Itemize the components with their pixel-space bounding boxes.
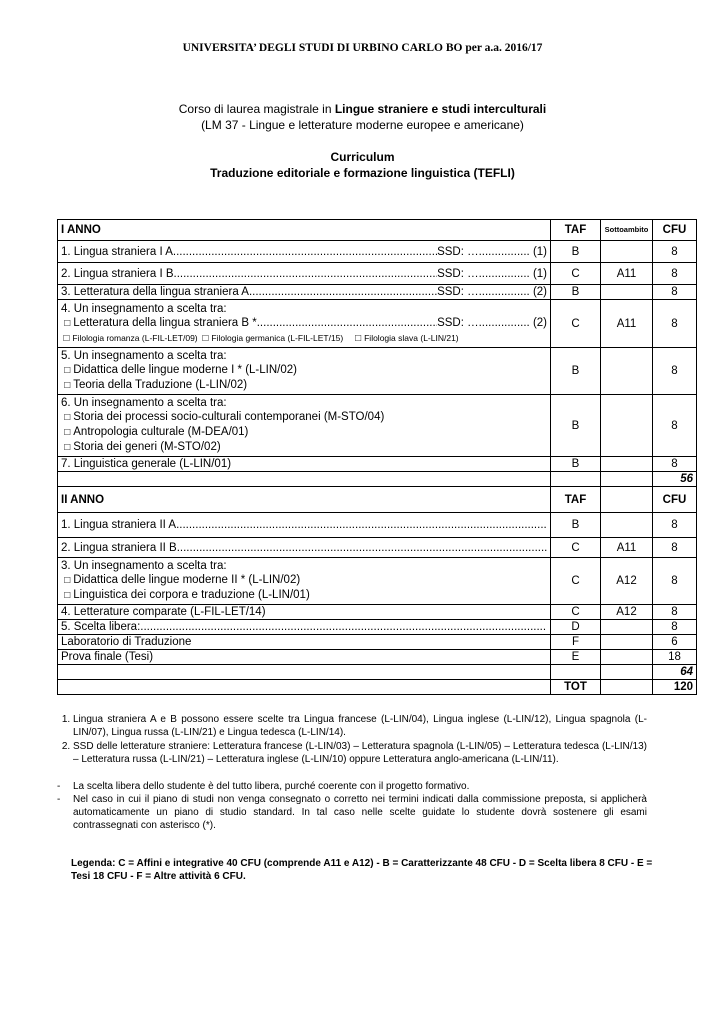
year1-total-row <box>58 472 697 487</box>
table-row <box>58 558 697 605</box>
checkbox-icon: □ <box>64 317 71 329</box>
curriculum-heading <box>0 149 725 181</box>
year1-header-row <box>58 220 697 241</box>
ssd-field: SSD: …................ <box>437 245 530 258</box>
option-label: Antropologia culturale (M-DEA/01) <box>73 426 249 438</box>
table-row <box>58 650 697 665</box>
remark-1: - La scelta libera dello studente è del tutto libera, purché coerente con il progetto formativo. <box>73 780 647 793</box>
taf-header: TAF <box>551 220 601 241</box>
choice-intro: 3. Un insegnamento a scelta tra: <box>61 560 227 572</box>
year2-heading: II ANNO <box>58 487 551 513</box>
option-label: Didattica delle lingue moderne II * (L-LIN/02) <box>73 574 301 586</box>
option-label: Teoria della Traduzione (L-LIN/02) <box>73 379 248 391</box>
cfu-cell: 8 <box>653 285 697 300</box>
course-label: Laboratorio di Traduzione <box>58 635 551 650</box>
course-class: (LM 37 - Lingue e letterature moderne europee e americane) <box>201 118 524 132</box>
cfu-cell: 8 <box>653 605 697 620</box>
year1-heading: I ANNO <box>58 220 551 241</box>
taf-cell: C <box>551 605 601 620</box>
choice-intro: 4. Un insegnamento a scelta tra: <box>61 302 227 315</box>
sotto-cell <box>601 620 653 635</box>
table-row <box>58 538 697 558</box>
checkbox-icon: □ <box>64 575 71 586</box>
checkbox-icon: □ <box>64 365 71 376</box>
curriculum-label: Curriculum <box>330 150 395 164</box>
table-row <box>58 395 697 457</box>
option-ssd: (L-FIL-LET/15) <box>287 332 344 343</box>
cfu-cell: 8 <box>653 241 697 263</box>
legend: Legenda: C = Affini e integrative 40 CFU (comprende A11 e A12) - B = Caratterizzante 48 CFU - D = Scelta libera 8 CFU - E = Tesi 18 CFU - F = Altre attività 6 CFU. <box>71 858 653 882</box>
footnote-2: 2. SSD delle letterature straniere: Letteratura francese (L-LIN/03) – Letteratura spagnola (L-LIN/05) – Letteratura tedesca (L-LIN/13) – Letteratura russa (L-LIN/21) – Letteratura inglese (L-LIN/10) oppure Letteratura anglo-americana (L-LIN/11). <box>73 740 647 766</box>
taf-cell: B <box>551 241 601 263</box>
taf-cell: C <box>551 558 601 605</box>
tot-value: 120 <box>653 680 697 695</box>
sotto-cell: A11 <box>601 263 653 285</box>
checkbox-icon: □ <box>64 427 71 438</box>
option-label: Storia dei processi socio-culturali contemporanei (M-STO/04) <box>73 411 385 423</box>
cfu-cell: 18 <box>653 650 697 665</box>
remark-2: - Nel caso in cui il piano di studi non venga consegnato o corretto nei termini indicati dalla commissione preposta, si applicherà automaticamente un piano di studio standard. In tal caso nelle scelte guidate lo studente dovrà sostenere gli esami contrassegnati con asterisco (*). <box>73 793 647 832</box>
sotto-cell <box>601 635 653 650</box>
year2-header-row <box>58 487 697 513</box>
table-row <box>58 285 697 300</box>
sottoambito-header: Sottoambito <box>601 220 653 241</box>
note-ref: (2) <box>532 286 547 298</box>
year2-total-row <box>58 665 697 680</box>
year1-total: 56 <box>653 472 697 487</box>
ssd-field: SSD: …................ <box>437 267 530 280</box>
taf-cell: E <box>551 650 601 665</box>
cfu-cell: 8 <box>653 395 697 457</box>
taf-cell: C <box>551 300 601 348</box>
checkbox-icon: □ <box>355 332 362 344</box>
note-ref: (1) <box>532 245 547 258</box>
taf-cell: B <box>551 395 601 457</box>
cfu-cell: 6 <box>653 635 697 650</box>
cfu-cell: 8 <box>653 538 697 558</box>
cfu-cell: 8 <box>653 558 697 605</box>
checkbox-icon: □ <box>64 590 71 601</box>
table-row <box>58 605 697 620</box>
table-row <box>58 620 697 635</box>
taf-cell: B <box>551 457 601 472</box>
sotto-cell <box>601 348 653 395</box>
option-ssd: (L-LIN/21) <box>420 332 459 343</box>
table-row <box>58 300 697 348</box>
tot-label: TOT <box>551 680 601 695</box>
course-label: 7. Linguistica generale (L-LIN/01) <box>58 457 551 472</box>
table-row <box>58 263 697 285</box>
choice-intro: 6. Un insegnamento a scelta tra: <box>61 397 227 409</box>
cfu-header: CFU <box>653 487 697 513</box>
table-row <box>58 348 697 395</box>
cfu-cell: 8 <box>653 300 697 348</box>
cfu-cell: 8 <box>653 263 697 285</box>
choice-intro: 5. Un insegnamento a scelta tra: <box>61 350 227 362</box>
sotto-cell: A12 <box>601 558 653 605</box>
course-label: 2. Lingua straniera I B <box>61 267 174 280</box>
sotto-cell <box>601 395 653 457</box>
taf-cell: B <box>551 513 601 538</box>
study-plan-table <box>57 219 697 695</box>
sotto-cell <box>601 650 653 665</box>
course-label: 2. Lingua straniera II B <box>61 541 177 554</box>
option-label: Letteratura della lingua straniera B * <box>73 316 257 329</box>
option-ssd: (L-FIL-LET/09) <box>141 332 198 343</box>
table-row <box>58 457 697 472</box>
taf-cell: B <box>551 285 601 300</box>
cfu-cell: 8 <box>653 620 697 635</box>
taf-cell: D <box>551 620 601 635</box>
table-row <box>58 635 697 650</box>
sotto-cell: A11 <box>601 300 653 348</box>
cfu-cell: 8 <box>653 457 697 472</box>
option-label: Storia dei generi (M-STO/02) <box>73 441 221 453</box>
option-label: Didattica delle lingue moderne I * (L-LIN/02) <box>73 364 297 376</box>
sotto-cell <box>601 513 653 538</box>
cfu-cell: 8 <box>653 348 697 395</box>
taf-header: TAF <box>551 487 601 513</box>
sotto-cell: A12 <box>601 605 653 620</box>
checkbox-icon: □ <box>64 442 71 453</box>
option-label: Filologia slava <box>364 332 418 343</box>
course-label: 5. Scelta libera: <box>61 621 141 633</box>
university-title: UNIVERSITA’ DEGLI STUDI DI URBINO CARLO BO per a.a. 2016/17 <box>182 42 543 54</box>
taf-cell: B <box>551 348 601 395</box>
curriculum-name: Traduzione editoriale e formazione linguistica (TEFLI) <box>210 166 515 180</box>
course-name: Lingue straniere e studi interculturali <box>334 102 547 116</box>
course-label: 1. Lingua straniera I A <box>61 245 173 258</box>
checkbox-icon: □ <box>63 332 70 344</box>
year2-total: 64 <box>653 665 697 680</box>
footnotes <box>57 713 647 832</box>
cfu-header: CFU <box>653 220 697 241</box>
course-label: Prova finale (Tesi) <box>58 650 551 665</box>
table-row <box>58 513 697 538</box>
footnote-1: 1. Lingua straniera A e B possono essere scelte tra Lingua francese (L-LIN/04), Lingua inglese (L-LIN/12), Lingua spagnola (L-LIN/07), Lingua russa (L-LIN/21) e Lingua tedesca (L-LIN/14). <box>73 713 647 739</box>
grand-total-row <box>58 680 697 695</box>
sotto-cell <box>601 241 653 263</box>
course-heading <box>0 101 725 133</box>
table-row <box>58 241 697 263</box>
checkbox-icon: □ <box>64 412 71 423</box>
option-label: Filologia germanica <box>211 332 286 343</box>
option-label: Linguistica dei corpora e traduzione (L-LIN/01) <box>73 589 310 601</box>
course-label: 1. Lingua straniera II A <box>61 519 177 531</box>
course-label: 4. Letterature comparate (L-FIL-LET/14) <box>58 605 551 620</box>
taf-cell: F <box>551 635 601 650</box>
course-label: 3. Letteratura della lingua straniera A <box>61 286 249 298</box>
course-prefix: Corso di laurea magistrale in <box>178 102 335 116</box>
sotto-cell <box>601 285 653 300</box>
ssd-field: SSD: …................ <box>437 316 530 329</box>
sotto-cell: A11 <box>601 538 653 558</box>
checkbox-icon: □ <box>64 380 71 391</box>
sotto-cell <box>601 457 653 472</box>
cfu-cell: 8 <box>653 513 697 538</box>
note-ref: (1) <box>532 267 547 280</box>
note-ref: (2) <box>532 316 547 329</box>
taf-cell: C <box>551 263 601 285</box>
ssd-field: SSD: …................ <box>437 286 530 298</box>
checkbox-icon: □ <box>202 332 209 344</box>
taf-cell: C <box>551 538 601 558</box>
option-label: Filologia romanza <box>72 332 140 343</box>
